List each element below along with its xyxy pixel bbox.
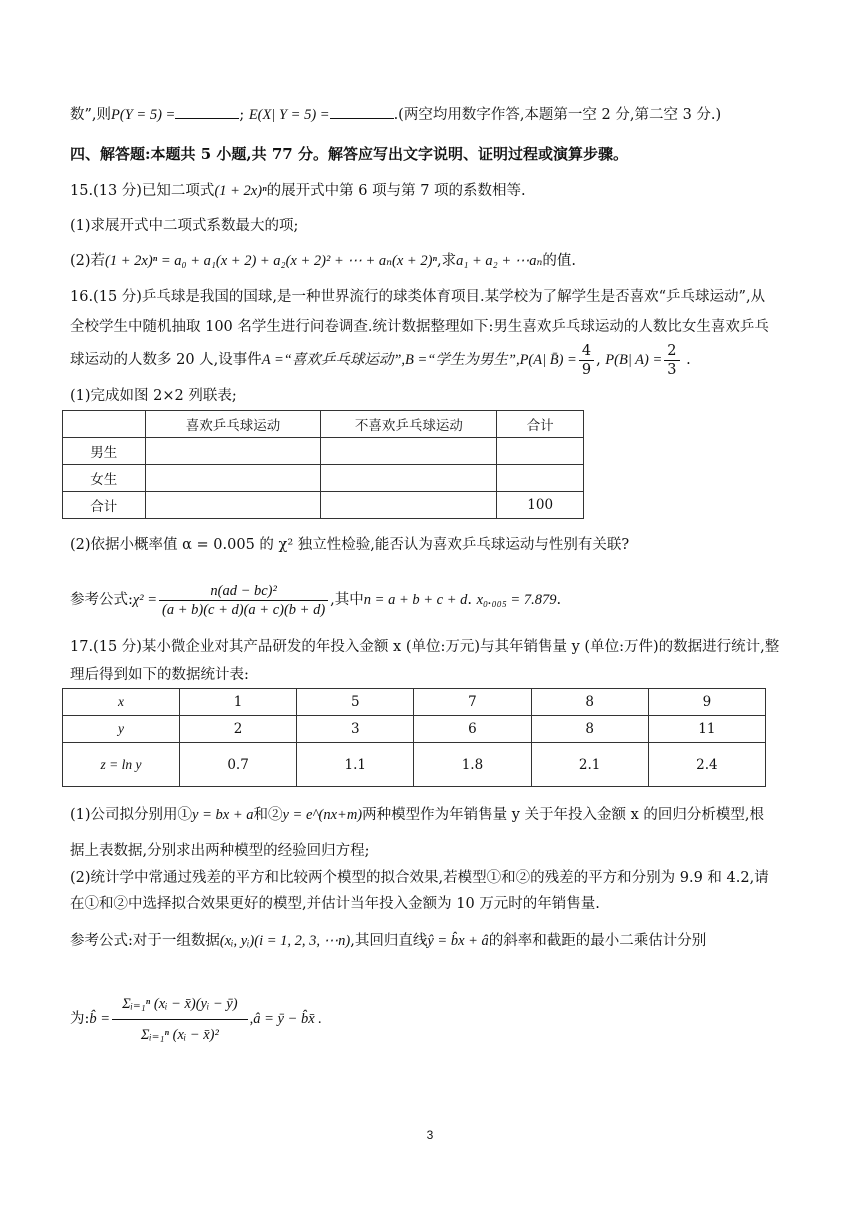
frac-num: 4 xyxy=(579,342,594,361)
q15-part2-c: 的值. xyxy=(542,253,576,269)
table-cell: 2.4 xyxy=(648,743,765,787)
table-header-cell: 合计 xyxy=(497,411,584,438)
chi-square-fraction xyxy=(159,582,328,619)
prob-a-given-not-b: P(A| B̄) = xyxy=(519,352,577,368)
table-header-cell xyxy=(63,411,146,438)
q15-stem-b: 的展开式中第 6 项与第 7 项的系数相等. xyxy=(266,183,526,199)
q17-line2: 理后得到如下的数据统计表: xyxy=(70,667,249,683)
table-cell: 1.8 xyxy=(414,743,531,787)
table-cell: 8 xyxy=(531,716,648,743)
q16-part2: (2)依据小概率值 α = 0.005 的 χ² 独立性检验,能否认为喜欢乒乓球运动与性别有关联? xyxy=(70,537,630,553)
q14-prefix: 数”,则 xyxy=(70,107,112,123)
ref-text: 参考公式:对于一组数据 xyxy=(70,933,220,949)
frac-den: (a + b)(c + d)(a + c)(b + d) xyxy=(162,601,326,618)
table-header-cell: 喜欢乒乓球运动 xyxy=(145,411,321,438)
frac-num: n(ad − bc)² xyxy=(159,582,328,601)
q14-note: .(两空均用数字作答,本题第一空 2 分,第二空 3 分.) xyxy=(393,107,722,123)
chi-square-symbol: χ² = xyxy=(132,592,158,608)
frac-num: Σᵢ₌₁ⁿ (xᵢ − x̄)(yᵢ − ȳ) xyxy=(112,989,248,1020)
regression-line: ŷ = b̂x + â xyxy=(427,933,489,949)
q15-stem xyxy=(70,180,800,202)
answer-blank-2[interactable] xyxy=(330,104,394,119)
n-definition: n = a + b + c + d xyxy=(363,592,468,608)
q17-line1: 17.(15 分)某小微企业对其产品研发的年投入金额 x (单位:万元)与其年销售量 y (单位:万件)的数据进行统计,整 xyxy=(70,639,780,655)
q17-part2: (2)统计学中常通过残差的平方和比较两个模型的拟合效果,若模型①和②的残差的平方和分别为 9.9 和 4.2,请 xyxy=(70,870,769,886)
table-cell[interactable] xyxy=(321,438,497,465)
table-cell[interactable] xyxy=(497,465,584,492)
data-table xyxy=(62,688,766,787)
q15-part2 xyxy=(70,250,800,272)
q14-tail-line xyxy=(70,104,800,126)
section-four-heading: 四、解答题:本题共 5 小题,共 77 分。解答应写出文字说明、证明过程或演算步骤。 xyxy=(70,145,628,163)
reference-regression-formula xyxy=(70,976,800,1062)
event-b-def: B =“学生为男生”, xyxy=(405,352,520,368)
event-a-def: A =“喜欢乒乓球运动”, xyxy=(261,352,406,368)
table-row xyxy=(63,438,584,465)
table-cell: 8 xyxy=(531,689,648,716)
ref-text: 的斜率和截距的最小二乘估计分别 xyxy=(488,933,707,949)
table-cell: 6 xyxy=(414,716,531,743)
q17-part1-a: (1)公司拟分别用① xyxy=(70,807,193,823)
table-cell[interactable] xyxy=(145,438,321,465)
q17-part2-cont: 在①和②中选择拟合效果更好的模型,并估计当年投入金额为 10 万元时的年销售量. xyxy=(70,896,600,912)
table-header-cell: 不喜欢乒乓球运动 xyxy=(321,411,497,438)
table-cell[interactable] xyxy=(497,438,584,465)
ref-dot: . xyxy=(467,592,472,608)
q14-e-expr: E(X| Y = 5) = xyxy=(248,107,330,123)
q15-stem-a: 15.(13 分)已知二项式 xyxy=(70,183,215,199)
table-cell: 1 xyxy=(180,689,297,716)
contingency-table xyxy=(62,410,584,519)
fraction-4-9 xyxy=(579,342,594,379)
table-cell: 3 xyxy=(297,716,414,743)
table-cell: 0.7 xyxy=(180,743,297,787)
q16-line3: 球运动的人数多 20 人,设事件A =“喜欢乒乓球运动”,B =“学生为男生”,P(A| B̄) = $\frac{4}{9}$ , P(B| A) = $\frac{2}{3}$ . xyxy=(70,342,691,378)
row-label: x xyxy=(63,689,180,716)
b-hat: b̂ = xyxy=(89,1011,111,1027)
q15-expansion: (1 + 2x)ⁿ = a₀ + a₁(x + 2) + a₂(x + 2)² + ⋯ + aₙ(x + 2)ⁿ xyxy=(105,253,437,269)
table-cell: 11 xyxy=(648,716,765,743)
ref-text: ,其中 xyxy=(330,592,364,608)
answer-blank-1[interactable] xyxy=(175,104,239,119)
table-cell: 100 xyxy=(497,492,584,519)
table-cell: 2 xyxy=(180,716,297,743)
frac-den: 3 xyxy=(667,361,677,378)
table-cell: 2.1 xyxy=(531,743,648,787)
page-number: 3 xyxy=(426,1128,434,1142)
table-cell[interactable] xyxy=(321,465,497,492)
table-row xyxy=(63,716,766,743)
q15-part1: (1)求展开式中二项式系数最大的项; xyxy=(70,218,299,234)
comma: , xyxy=(596,352,601,368)
q17-part1-c: 两种模型作为年销售量 y 关于年投入金额 x 的回归分析模型,根 xyxy=(362,807,765,823)
table-cell: 7 xyxy=(414,689,531,716)
table-cell: 5 xyxy=(297,689,414,716)
table-cell: 9 xyxy=(648,689,765,716)
row-label: z = ln y xyxy=(63,743,180,787)
q16-part1: (1)完成如图 2×2 列联表; xyxy=(70,388,237,404)
row-label: 女生 xyxy=(63,465,146,492)
q15-part2-b: ,求 xyxy=(436,253,457,269)
table-cell[interactable] xyxy=(145,465,321,492)
reference-regression-intro xyxy=(70,930,800,952)
row-label: 男生 xyxy=(63,438,146,465)
a-hat: ,â = ȳ − b̂x̄ . xyxy=(249,1011,322,1027)
prob-b-given-a: P(B| A) = xyxy=(605,352,663,368)
table-cell[interactable] xyxy=(321,492,497,519)
q17-part1-b: 和② xyxy=(253,807,283,823)
q15-sum: a₁ + a₂ + ⋯aₙ xyxy=(456,253,543,269)
table-row xyxy=(63,465,584,492)
q16-line1: 16.(15 分)乒乓球是我国的国球,是一种世界流行的球类体育项目.某学校为了解学生是否喜欢“乒乓球运动”,从 xyxy=(70,289,766,305)
ref-label: 参考公式: xyxy=(70,592,133,608)
table-cell[interactable] xyxy=(145,492,321,519)
table-cell: 1.1 xyxy=(297,743,414,787)
frac-den: 9 xyxy=(581,361,592,378)
row-label: 合计 xyxy=(63,492,146,519)
q17-part1-cont: 据上表数据,分别求出两种模型的经验回归方程; xyxy=(70,843,370,859)
data-pairs: (xᵢ, yᵢ)(i = 1, 2, 3, ⋯n) xyxy=(219,933,351,949)
ref-text: ,其回归直线 xyxy=(350,933,428,949)
model-exponential: y = e^(nx+m) xyxy=(282,807,363,823)
ref-text: 为: xyxy=(70,1011,90,1027)
row-label: y xyxy=(63,716,180,743)
q14-sep: ; xyxy=(239,107,245,123)
critical-value: x₀.₀₀₅ = 7.879 xyxy=(476,592,557,608)
table-row xyxy=(63,492,584,519)
q16-line2: 全校学生中随机抽取 100 名学生进行问卷调查.统计数据整理如下:男生喜欢乒乓球运动的人数比女生喜欢乒乓 xyxy=(70,319,769,335)
model-linear: y = bx + a xyxy=(192,807,254,823)
q16-line3-a: 球运动的人数多 20 人,设事件 xyxy=(70,352,262,368)
frac-num: 2 xyxy=(664,342,679,361)
q15-binomial: (1 + 2x)ⁿ xyxy=(214,183,267,199)
q15-part2-a: (2)若 xyxy=(70,253,106,269)
fraction-2-3 xyxy=(664,342,679,379)
table-row xyxy=(63,689,766,716)
table-row xyxy=(63,743,766,787)
q14-p-expr: P(Y = 5) = xyxy=(111,107,176,123)
q17-part1 xyxy=(70,804,800,826)
reference-formula-chi-square xyxy=(70,578,800,622)
ref-dot: . xyxy=(556,592,562,608)
slope-fraction xyxy=(112,989,248,1050)
frac-den: Σᵢ₌₁ⁿ (xᵢ − x̄)² xyxy=(140,1026,219,1043)
